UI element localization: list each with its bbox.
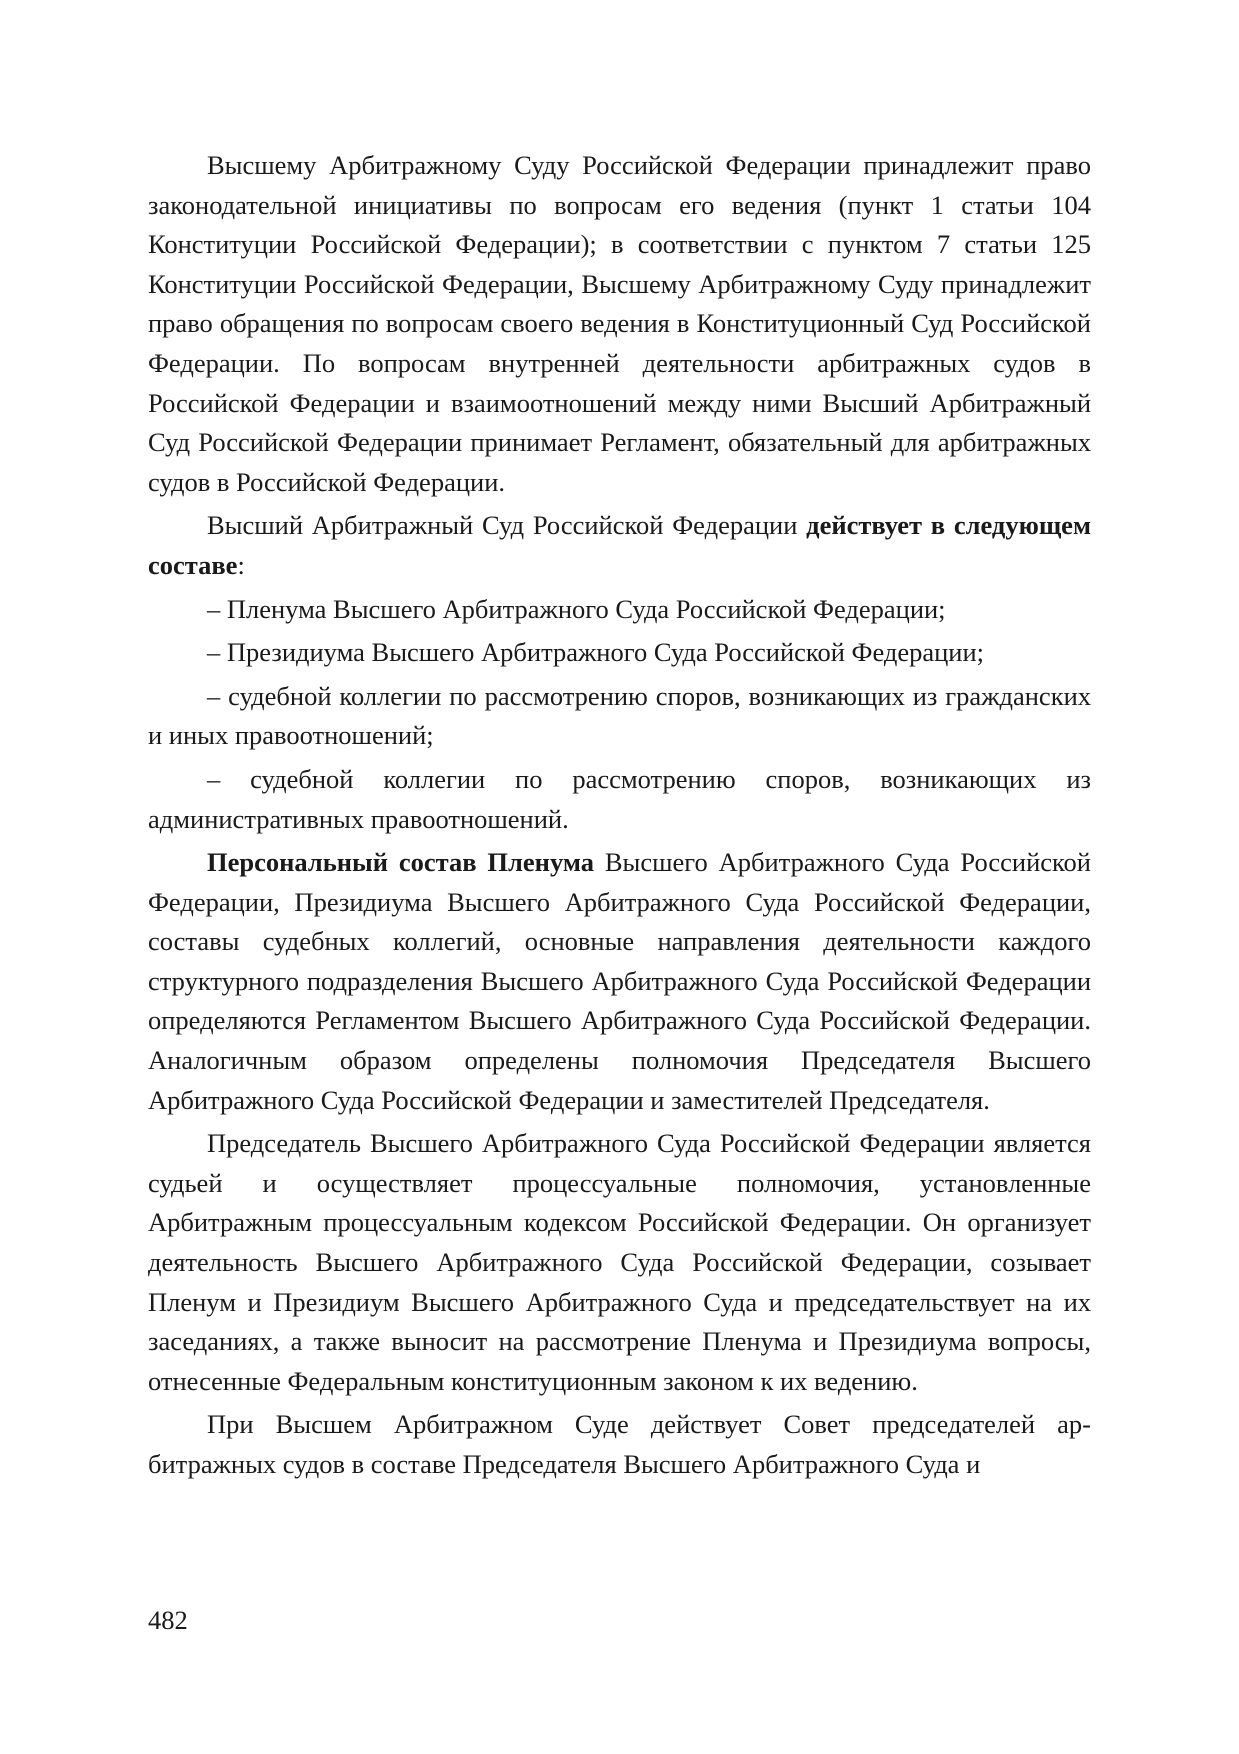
list-item-plenum: – Пленума Высшего Арбитражного Суда Российской Федерации; bbox=[207, 593, 946, 624]
paragraph-composition bbox=[148, 506, 1091, 585]
composition-intro: Высший Арбитражный Суд Российской Федерации bbox=[207, 510, 807, 541]
paragraph-legislative-initiative: Высшему Арбитражному Суду Российской Федерации принадлежит право законодательной инициативы по вопросам его ведения (пункт 1 статьи 104 Конституции Российской Федерации); в соответствии с пунктом 7 статьи 125 Конституции Российской Федерации, Высшему Арбитражному Суду принадлежит право обращения по вопросам своего ведения в Конституционный Суд Российской Федерации. По вопросам внутренней деятельности арбитражных судов в Российской Федерации и взаимоотношений между ними Высший Арбитражный Суд Российской Федерации принимает Регламент, обязательный для арбитражных судов в Российской Федерации. bbox=[148, 150, 1091, 497]
paragraph-chairman: Председатель Высшего Арбитражного Суда Российской Федерации является судьей и осуществляет процессуальные полномочия, установленные Арбитражным процессуальным кодексом Российской Федерации. Он организует деятельность Высшего Арбитражного Суда Российской Федерации, созывает Пленум и Президиум Высшего Арбитражного Суда и председательствует на их заседаниях, а также выносит на рассмотрение Пленума и Президиума вопросы, отнесенные Федеральным конституционным законом к их ведению. bbox=[148, 1128, 1091, 1396]
personal-composition-bold: Персональный состав Пленума bbox=[207, 847, 594, 878]
list-item-civil-collegium: – судебной коллегии по рассмотрению споров, возникающих из гражданских и иных правоотношений; bbox=[148, 680, 1091, 751]
personal-composition-rest: Высшего Арбитражного Суда Российской Федерации, Президиума Высшего Арбитражного Суда Российской Федерации, составы судебных коллегий, основные направления деятельности каждого структурного подразделения Высшего Арбитражного Суда Российской Федерации определяются Регламентом Высшего Арбитражного Суда Российской Федерации. Аналогичным образом определены полномочия Председателя Высшего Арбитражного Суда Российской Федерации и заместителей Председателя. bbox=[148, 847, 1091, 1115]
list-item-administrative-collegium: – судебной коллегии по рассмотрению споров, возникающих из административных правоотношений. bbox=[148, 763, 1091, 834]
composition-bold: действует в следующем составе bbox=[148, 510, 1091, 580]
paragraph-council: При Высшем Арбитражном Суде действует Совет председателей арбитражных судов в составе Председателя Высшего Арбитражного Суда и bbox=[148, 1409, 1091, 1479]
page-number: 482 bbox=[148, 1605, 188, 1635]
document-body bbox=[148, 146, 1091, 1485]
composition-colon: : bbox=[237, 549, 245, 580]
paragraph-personal-composition bbox=[148, 843, 1091, 1120]
list-item-presidium: – Президиума Высшего Арбитражного Суда Российской Федерации; bbox=[207, 637, 985, 668]
